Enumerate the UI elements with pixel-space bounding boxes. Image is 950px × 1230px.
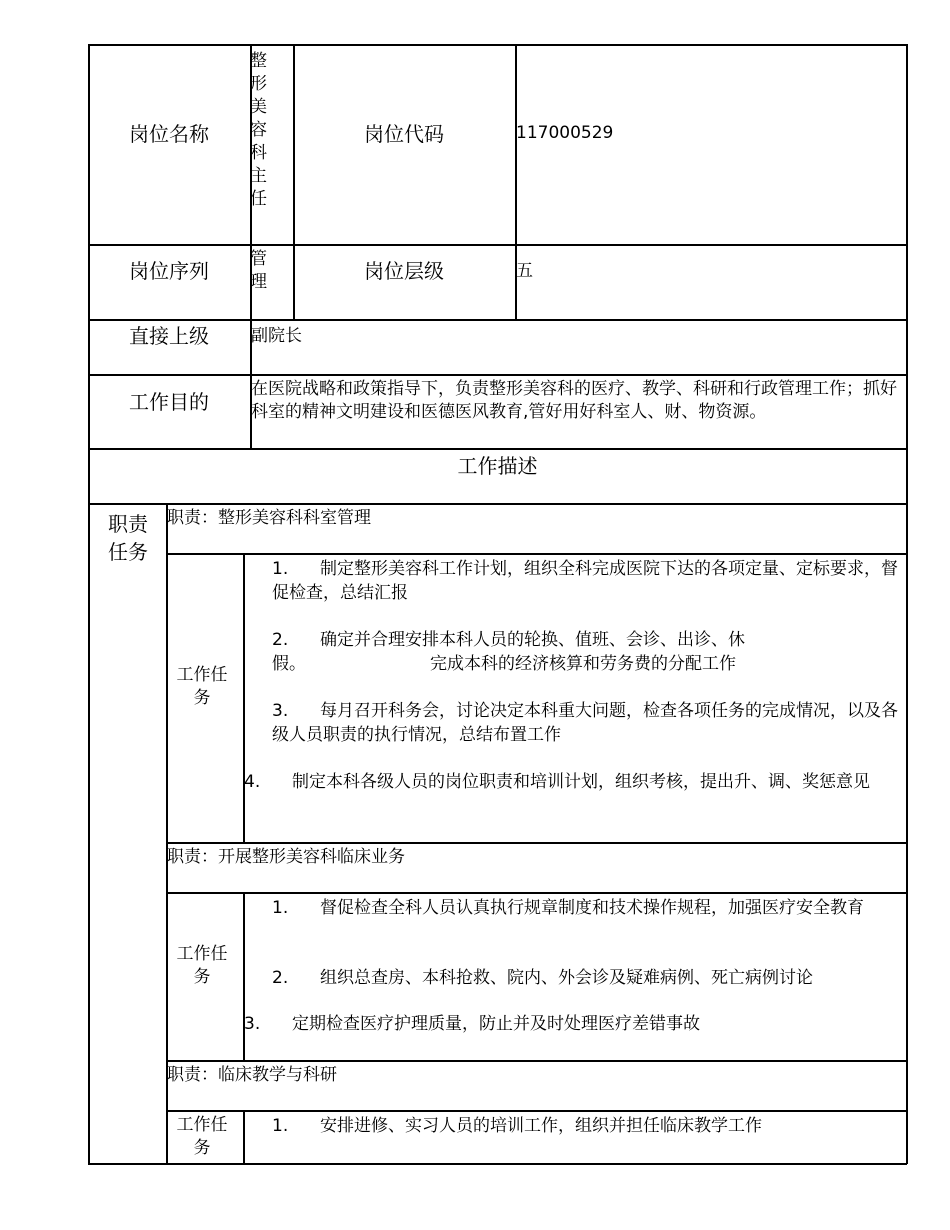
task-text: 组织总查房、本科抢救、院内、外会诊及疑难病例、死亡病例讨论: [320, 968, 813, 988]
section-title: 工作描述: [457, 454, 538, 478]
task-text: 制定整形美容科工作计划，组织全科完成医院下达的各项定量、定标要求，督促检查，总结汇报: [272, 559, 898, 603]
task-item: [272, 966, 900, 990]
table-border-top: [88, 44, 907, 46]
task-text: 督促检查全科人员认真执行规章制度和技术操作规程，加强医疗安全教育: [320, 898, 864, 918]
duty-title: 职责：整形美容科科室管理: [167, 508, 371, 528]
task-text: 安排进修、实习人员的培训工作，组织并担任临床教学工作: [320, 1116, 762, 1136]
row-divider: [88, 244, 907, 246]
table-border-left: [88, 44, 90, 1164]
task-label: 工作任务: [176, 665, 228, 708]
task-text: 定期检查医疗护理质量，防止并及时处理医疗差错事故: [292, 1014, 700, 1034]
position-name-value: 整形美容科主任: [250, 51, 267, 209]
task-label: 工作任务: [176, 1115, 228, 1158]
task-number: 4.: [244, 772, 261, 792]
task-item: [244, 770, 898, 794]
table-border-right: [906, 44, 908, 1164]
column-divider: [243, 553, 245, 842]
duties-label: 职责任务: [108, 512, 148, 564]
purpose-label: 工作目的: [129, 390, 209, 414]
task-label: 工作任务: [176, 944, 228, 987]
table-border-bottom: [88, 1163, 907, 1165]
task-number: 2.: [272, 630, 289, 650]
task-text: 完成本科的经济核算和劳务费的分配工作: [430, 654, 736, 674]
task-number: 3.: [244, 1014, 261, 1034]
task-item: [272, 896, 900, 920]
row-divider: [166, 1060, 907, 1062]
task-item: [272, 699, 900, 747]
task-number: 2.: [272, 968, 289, 988]
row-divider: [166, 842, 907, 844]
row-divider: [166, 553, 907, 555]
superior-value: 副院长: [251, 326, 302, 346]
task-item: [244, 1012, 898, 1036]
task-number: 1.: [272, 898, 289, 918]
row-divider: [88, 503, 907, 505]
row-divider: [166, 1110, 907, 1112]
task-text: 制定本科各级人员的岗位职责和培训计划，组织考核，提出升、调、奖惩意见: [292, 772, 870, 792]
task-item: [272, 557, 900, 605]
task-item: [272, 628, 900, 676]
row-divider: [88, 319, 907, 321]
superior-label: 直接上级: [129, 324, 209, 348]
task-text: 确定并合理安排本科人员的轮换、值班、会诊、出诊、休: [320, 630, 745, 650]
position-name-label: 岗位名称: [129, 122, 209, 146]
duty-title: 职责：开展整形美容科临床业务: [167, 847, 405, 867]
row-divider: [88, 448, 907, 450]
sequence-label: 岗位序列: [129, 259, 209, 283]
level-value: 五: [516, 261, 533, 281]
task-item: [272, 1114, 900, 1138]
task-number: 1.: [272, 559, 289, 579]
column-divider: [243, 1110, 245, 1163]
task-number: 1.: [272, 1116, 289, 1136]
position-code-label: 岗位代码: [364, 122, 444, 146]
duty-title: 职责：临床教学与科研: [167, 1065, 337, 1085]
row-divider: [88, 374, 907, 376]
level-label: 岗位层级: [364, 259, 444, 283]
position-code-value: 117000529: [516, 123, 614, 143]
task-number: 3.: [272, 701, 289, 721]
task-text: 每月召开科务会，讨论决定本科重大问题，检查各项任务的完成情况，以及各级人员职责的执行情况，总结布置工作: [272, 701, 898, 745]
row-divider: [166, 892, 907, 894]
purpose-value: 在医院战略和政策指导下，负责整形美容科的医疗、教学、科研和行政管理工作；抓好科室的精神文明建设和医德医风教育,管好用好科室人、财、物资源。: [251, 379, 897, 422]
sequence-value: 管理: [250, 249, 267, 292]
task-text: 假。: [272, 654, 306, 674]
